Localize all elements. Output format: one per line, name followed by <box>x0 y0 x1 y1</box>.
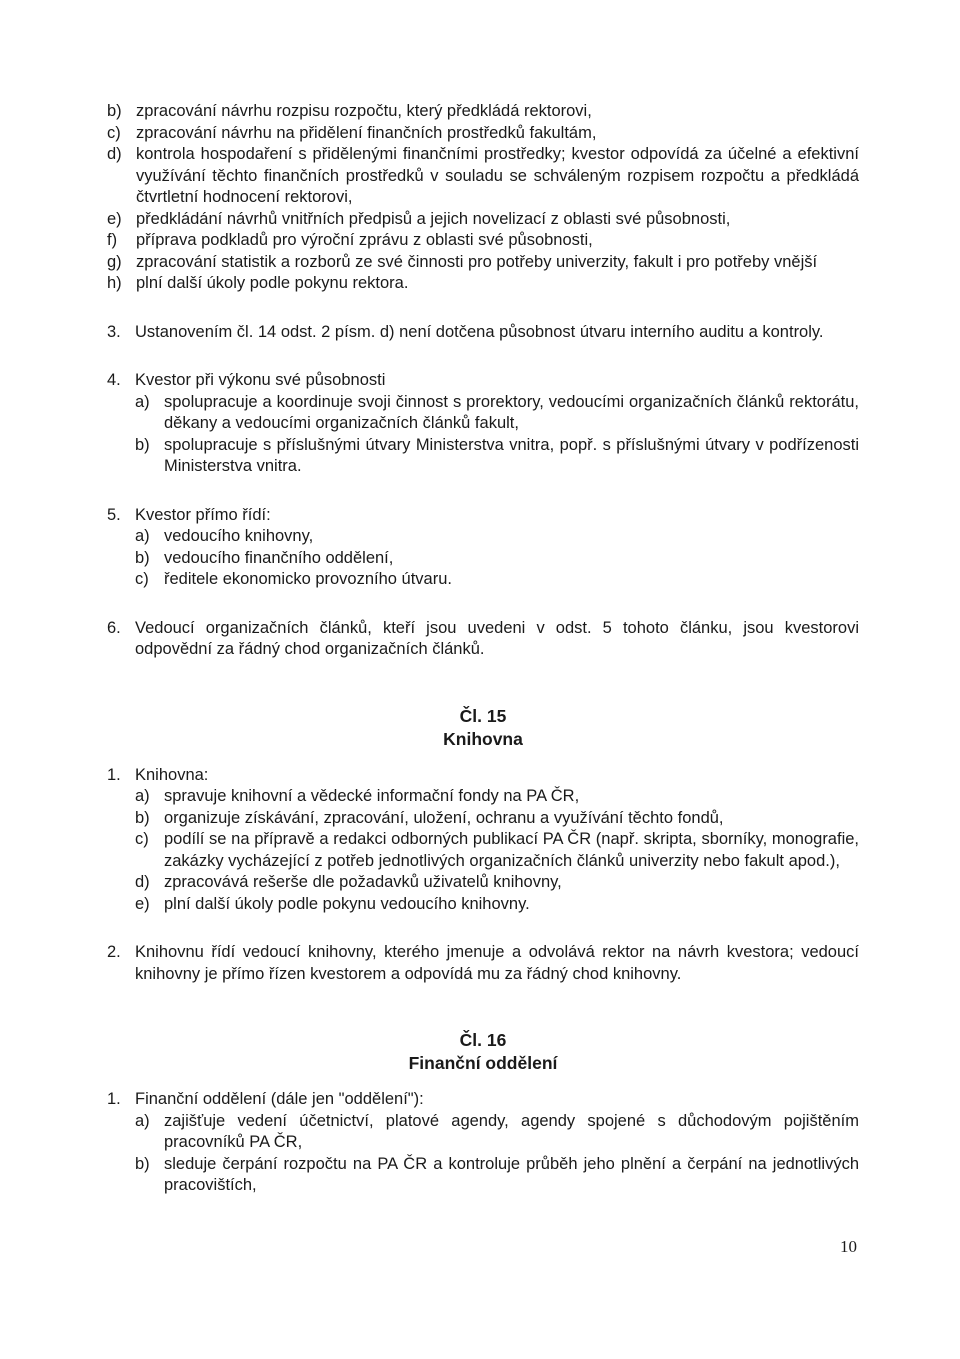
article-title: Knihovna <box>443 728 523 749</box>
list-item: c) zpracování návrhu na přidělení finančních prostředků fakultám, <box>107 123 597 142</box>
list-item: d) zpracovává rešerše dle požadavků uživatelů knihovny, <box>135 873 562 891</box>
paragraph-5: 5. Kvestor přímo řídí: a) vedoucího knihovny, b) vedoucího finančního oddělení, c) ředitele ekonomicko provozního útvaru. <box>107 505 859 591</box>
list-item: a) zajišťuje vedení účetnictví, platové agendy, agendy spojené s důchodovým pojištěním pracovníků PA ČR, <box>135 1111 859 1151</box>
paragraph-3: 3. Ustanovením čl. 14 odst. 2 písm. d) není dotčena působnost útvaru interního auditu a kontroly. <box>107 322 824 341</box>
list-item: c) ředitele ekonomicko provozního útvaru. <box>135 570 452 588</box>
page-number: 10 <box>840 1237 857 1256</box>
list-item: b) sleduje čerpání rozpočtu na PA ČR a kontroluje průběh jeho plnění a čerpání na jednotlivých pracovištích, <box>135 1154 859 1194</box>
list-item: e) předkládání návrhů vnitřních předpisů a jejich novelizací z oblasti své působnosti, <box>107 209 731 228</box>
article-16-paragraph-1: 1. Finanční oddělení (dále jen "oddělení"): a) zajišťuje vedení účetnictví, platové agendy, agendy spojené s důchodovým pojištěním pracovníků PA ČR, b) sleduje čerpání rozpočtu na PA ČR a kontroluje průběh jeho plnění a čerpání na jednotlivých pracovištích, <box>107 1089 859 1197</box>
paragraph-6: 6. Vedoucí organizačních článků, kteří jsou uvedeni v odst. 5 tohoto článku, jsou kvestorovi odpovědní za řádný chod organizačních článků. <box>107 618 859 658</box>
list-item: c) podílí se na přípravě a redakci odborných publikací PA ČR (např. skripta, sborníky, monografie, zakázky vycházející z potřeb jednotlivých organizačních článků univerzity nebo fakult apod.), <box>135 830 859 870</box>
article-15-paragraph-1: 1. Knihovna: a) spravuje knihovní a vědecké informační fondy na PA ČR, b) organizuje získávání, zpracování, uložení, ochranu a využívání těchto fondů, c) podílí se na přípravě a redakci odborných publikací PA ČR (např. skripta, sborníky, monografie, zakázky vycházející z potřeb jednotlivých organizačních článků univerzity nebo fakult apod.), d) zpracovává rešerše dle požadavků uživatelů knihovny, e) plní další úkoly podle pokynu vedoucího knihovny. <box>107 765 859 916</box>
article-number: Čl. 15 <box>459 705 507 726</box>
list-item: b) spolupracuje s příslušnými útvary Ministerstva vnitra, popř. s příslušnými útvary v podřízenosti Ministerstva vnitra. <box>135 435 859 475</box>
article-number: Čl. 16 <box>459 1030 507 1050</box>
list-item: d) kontrola hospodaření s přidělenými finančními prostředky; kvestor odpovídá za účelné a efektivní využívání těchto finančních prostředků v souladu se schváleným rozpisem rozpočtu a předkládá čtvrtletní hodnocení rektorovi, <box>107 145 859 206</box>
list-item: b) vedoucího finančního oddělení, <box>135 548 394 567</box>
document-body <box>107 101 859 1197</box>
list-item: f) příprava podkladů pro výroční zprávu z oblasti své působnosti, <box>107 231 593 249</box>
paragraph-4: 4. Kvestor při výkonu své působnosti a) spolupracuje a koordinuje svoji činnost s prorektory, vedoucími organizačních článků rektorátu, děkany a vedoucími organizačních článků fakult, b) spolupracuje s příslušnými útvary Ministerstva vnitra, popř. s příslušnými útvary v podřízenosti Ministerstva vnitra. <box>107 370 859 478</box>
article-15-paragraph-2: 2. Knihovnu řídí vedoucí knihovny, kterého jmenuje a odvolává rektor na návrh kvestora; vedoucí knihovny je přímo řízen kvestorem a odpovídá mu za řádný chod knihovny. <box>107 943 859 983</box>
list-item: a) spravuje knihovní a vědecké informační fondy na PA ČR, <box>135 787 580 805</box>
list-item: h) plní další úkoly podle pokynu rektora. <box>107 274 409 292</box>
article-16-heading <box>107 985 859 1089</box>
list-item: a) spolupracuje a koordinuje svoji činnost s prorektory, vedoucími organizačních článků rektorátu, děkany a vedoucími organizačních článků fakult, <box>135 392 859 432</box>
list-item: g) zpracování statistik a rozborů ze své činnosti pro potřeby univerzity, fakult i pro potřeby vnější <box>107 252 818 271</box>
list-item: b) organizuje získávání, zpracování, uložení, ochranu a využívání těchto fondů, <box>135 808 724 827</box>
article-15-heading <box>107 661 859 765</box>
list-item: e) plní další úkoly podle pokynu vedoucího knihovny. <box>135 894 530 913</box>
list-item: b) zpracování návrhu rozpisu rozpočtu, který předkládá rektorovi, <box>107 102 592 120</box>
article-title: Finanční oddělení <box>408 1053 558 1073</box>
list-item: a) vedoucího knihovny, <box>135 527 314 545</box>
kvestor-duties-list <box>107 101 859 295</box>
